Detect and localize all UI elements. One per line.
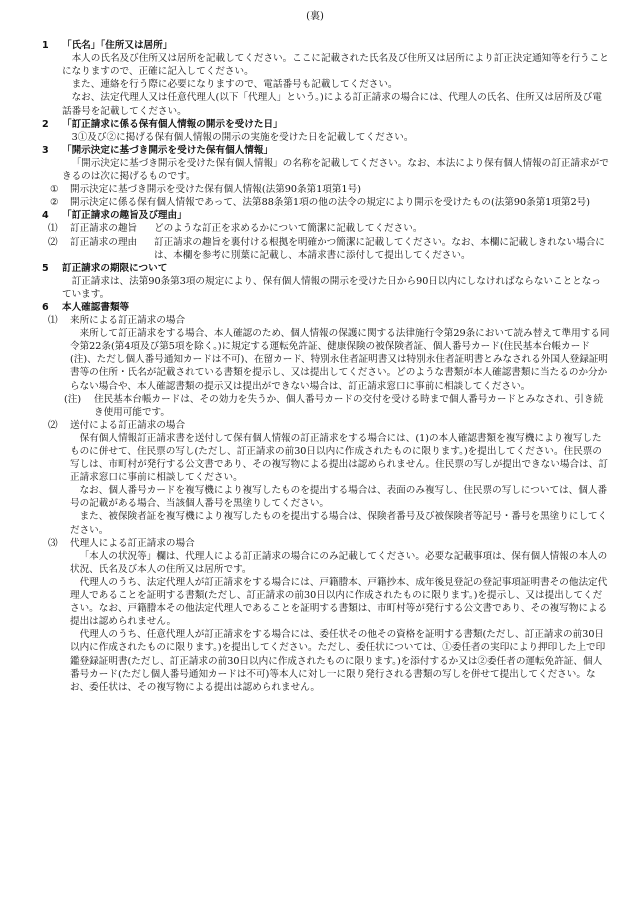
subsection-heading [42,537,610,550]
subsection-marker: ⑵ [48,419,58,431]
page-title: (裏) [306,11,324,22]
subsection-heading [42,314,610,327]
section-title: 「訂正請求の趣旨及び理由」 [62,210,187,222]
row-label: 訂正請求の趣旨 [70,223,138,235]
section-number: 2 [42,118,49,130]
list-item-text: 開示決定に基づき開示を受けた保有個人情報(法第90条第1項第1号) [70,184,361,196]
section-heading [42,39,610,52]
row-label: 訂正請求の理由 [70,236,138,248]
definition-row [42,236,610,262]
section-title: 訂正請求の期限について [62,262,168,274]
row-text: 訂正請求の趣旨を裏付ける根拠を明確かつ簡潔に記載してください。なお、本欄に記載しきれない場合には、本欄を参考に別葉に記載し、本請求書に添付して提出してください。 [154,236,605,261]
note-text: 住民基本台帳カードは、その効力を失うか、個人番号カードの交付を受ける時まで個人番号カードとみなされ、引き続き使用可能です。 [94,393,604,418]
section-number: 6 [42,301,49,313]
section-4 [42,209,610,261]
note [42,393,610,419]
subsection-marker: ⑴ [48,315,58,327]
paragraph: 本人の氏名及び住所又は居所を記載してください。ここに記載された氏名及び住所又は居所により訂正決定通知等を行うことになりますので、正確に記入してください。 [62,53,609,78]
section-heading [42,118,610,131]
paragraph: 代理人のうち、法定代理人が訂正請求をする場合には、戸籍謄本、戸籍抄本、成年後見登記の登記事項証明書その他法定代理人であることを証明する書類(ただし、訂正請求の前30日以内に作成されたものに限ります。)を提示し、又は提出してください。なお、戸籍謄本その他法定代理人であることを証明する書類は、市町村等が発行する公文書であり、その複写物による提出は認められません。 [70,576,608,628]
section-number: 5 [42,262,49,274]
paragraph: 保有個人情報訂正請求書を送付して保有個人情報の訂正請求をする場合には、(1)の本人確認書類を複写機により複写したものに併せて、住民票の写し(ただし、訂正請求の前30日以内に作成されたものに限ります。)を提出してください。住民票の写しは、市町村が発行する公文書であり、その複写物による提出は認められません。住民票の写しが提出できない場合は、訂正請求窓口に事前に相談してください。 [70,432,608,484]
list-item-marker: ② [50,197,59,209]
section-heading [42,262,610,275]
subsection-title: 送付による訂正請求の場合 [70,419,186,431]
definition-row [42,222,610,235]
paragraph: また、被保険者証を複写機により複写したものを提出する場合は、保険者番号及び被保険者等記号・番号を黒塗りにしてください。 [70,511,608,536]
section-6 [42,301,610,694]
row-marker: ⑴ [48,223,58,235]
paragraph: 訂正請求は、法第90条第3項の規定により、保有個人情報の開示を受けた日から90日以内にしなければならないこととなっています。 [62,275,601,300]
section-heading [42,301,610,314]
section-title: 「訂正請求に係る保有個人情報の開示を受けた日」 [62,118,283,130]
paragraph: 代理人のうち、任意代理人が訂正請求をする場合には、委任状その他その資格を証明する書類(ただし、訂正請求の前30日以内に作成されたものに限ります。)を提出してください。ただし、委任状については、①委任者の実印により押印した上で印鑑登録証明書(ただし、訂正請求の前30日以内に作成されたものに限ります。)を添付するか又は②委任者の運転免許証、個人番号カード(ただし個人番号通知カードは不可)等本人に対し一に限り発行される書類の写しを併せて提出してください。なお、委任状は、その複写物による提出は認められません。 [70,629,606,693]
section-number: 4 [42,210,49,222]
paragraph: 来所して訂正請求をする場合、本人確認のため、個人情報の保護に関する法律施行令第29条において読み替えて準用する同令第22条(第4項及び第5項を除く。)に規定する運転免許証、健康保険の被保険者証、個人番号カード(住民基本台帳カード(注)、ただし個人番号通知カードは不可)、在留カード、特別永住者証明書又は特別永住者証明書とみなされる外国人登録証明書等の住所・氏名が記載されている書類を提示し、又は提出してください。どのような書類が本人確認書類に当たるのか分からない場合や、本人確認書類の提示又は提出ができない場合は、訂正請求窓口に事前に相談してください。 [70,328,610,392]
subsection-heading [42,419,610,432]
row-marker: ⑵ [48,236,58,248]
section-heading [42,144,610,157]
section-3 [42,144,610,209]
section-number: 1 [42,40,49,52]
note-marker: (注) [64,393,82,405]
paragraph: なお、法定代理人又は任意代理人(以下「代理人」という。)による訂正請求の場合には、代理人の氏名、住所又は居所及び電話番号を記載してください。 [62,92,602,117]
paragraph: 3①及び②に掲げる保有個人情報の開示の実施を受けた日を記載してください。 [71,131,414,143]
section-title: 本人確認書類等 [62,301,130,313]
list-item [42,183,610,196]
paragraph: なお、個人番号カードを複写機により複写したものを提出する場合は、表面のみ複写し、住民票の写しについては、個人番号の記載がある場合、当該個人番号を黒塗りしてください。 [70,485,608,510]
list-item-text: 開示決定に係る保有個人情報であって、法第88条第1項の他の法令の規定により開示を受けたもの(法第90条第1項第2号) [70,197,591,209]
section-number: 3 [42,144,49,156]
paragraph: 「本人の状況等」欄は、代理人による訂正請求の場合にのみ記載してください。必要な記載事項は、保有個人情報の本人の状況、氏名及び本人の住所又は居所です。 [70,550,608,575]
subsection-title: 代理人による訂正請求の場合 [70,537,195,549]
section-title: 「開示決定に基づき開示を受けた保有個人情報」 [62,144,274,156]
section-title: 「氏名」「住所又は居所」 [62,40,173,52]
paragraph: 「開示決定に基づき開示を受けた保有個人情報」の名称を記載してください。なお、本法により保有個人情報の訂正請求ができるのは次に掲げるものです。 [62,157,609,183]
list-item [42,196,610,209]
list-item-marker: ① [50,184,59,196]
section-2 [42,118,610,144]
section-heading [42,209,610,222]
row-text: どのような訂正を求めるかについて簡潔に記載してください。 [154,223,423,235]
paragraph: また、連絡を行う際に必要になりますので、電話番号も記載してください。 [71,79,398,91]
section-5 [42,262,610,301]
section-1 [42,39,610,118]
subsection-title: 来所による訂正請求の場合 [70,315,186,327]
subsection-marker: ⑶ [48,537,58,549]
